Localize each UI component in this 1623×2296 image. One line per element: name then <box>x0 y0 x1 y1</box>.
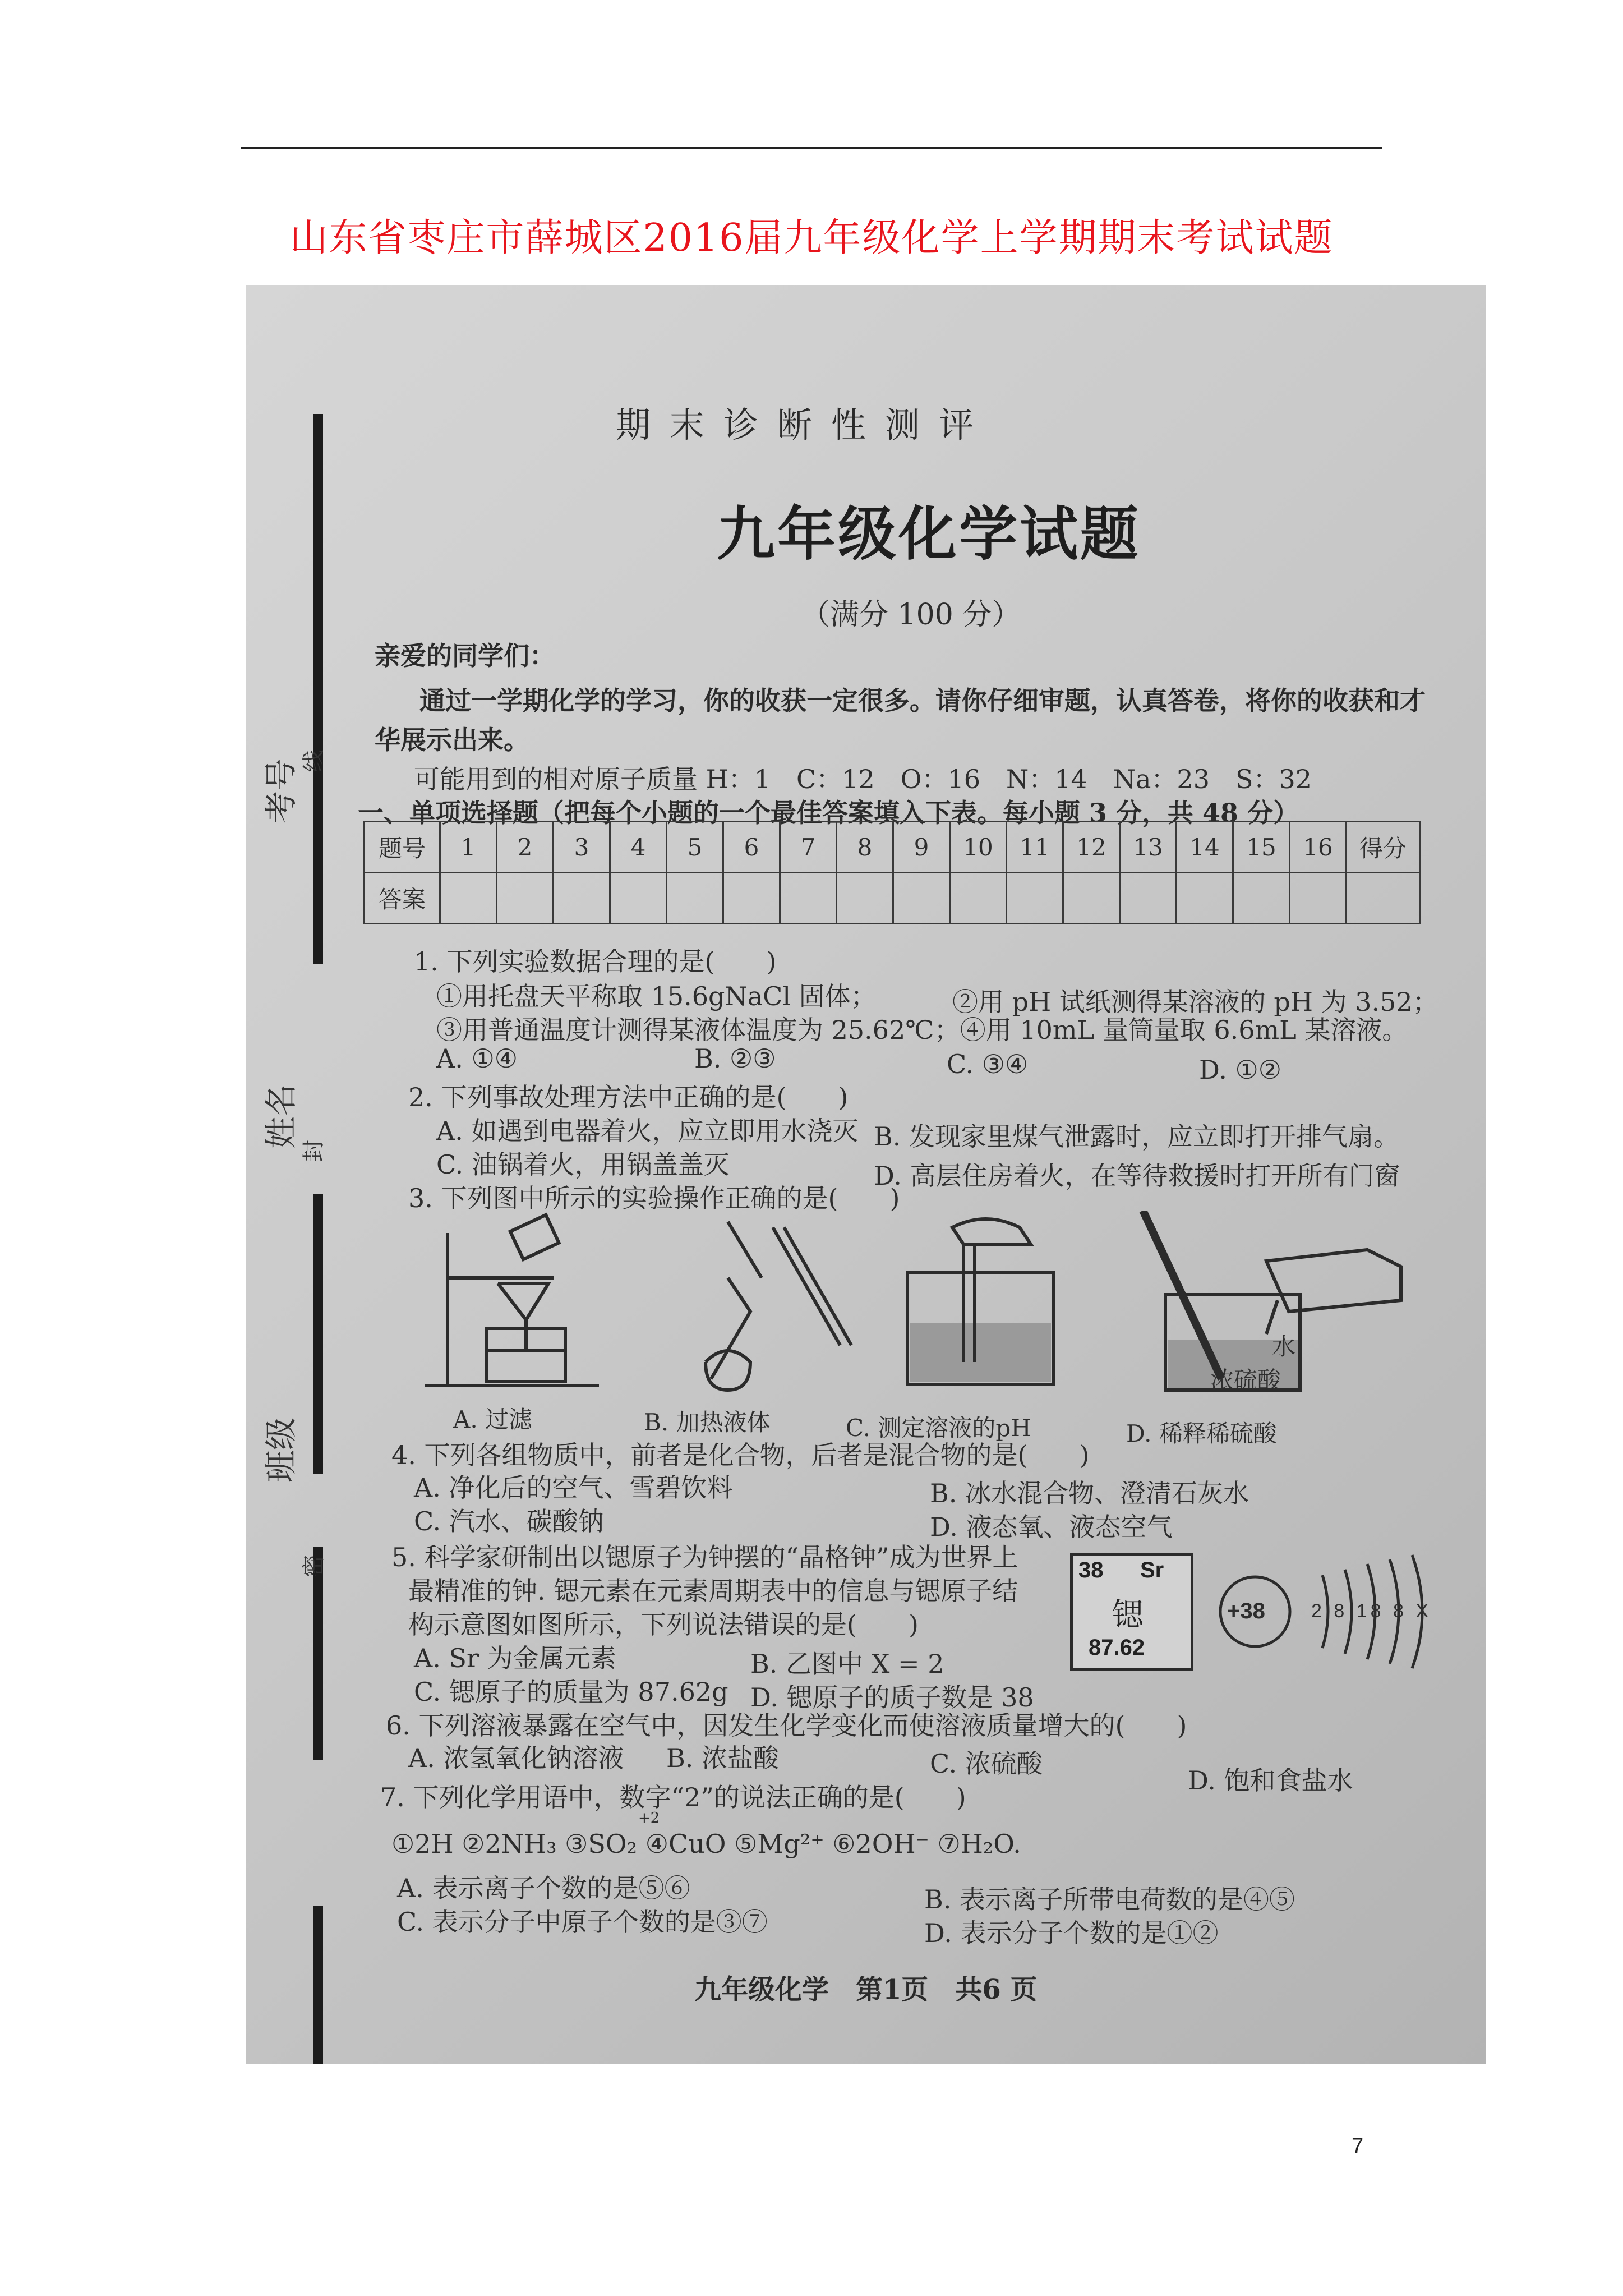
q1-choice-a: A. ①④ <box>436 1043 518 1074</box>
table-cell: 11 <box>1007 822 1063 873</box>
q7-items: ①2H ②2NH₃ ③SO₂ ④CuO ⑤Mg²⁺ ⑥2OH⁻ ⑦H₂O. <box>391 1829 1021 1859</box>
answer-cell[interactable] <box>893 873 950 924</box>
element-mass: 87.62 <box>1089 1635 1145 1660</box>
answer-cell[interactable] <box>554 873 610 924</box>
intro-line-2: 华展示出来。 <box>375 725 529 755</box>
table-row <box>365 873 1420 924</box>
answer-cell[interactable] <box>610 873 667 924</box>
q4-choice-d: D. 液态氧、液态空气 <box>930 1512 1173 1542</box>
intro-line-1: 通过一学期化学的学习，你的收获一定很多。请你仔细审题，认真答卷，将你的收获和才 <box>419 685 1426 716</box>
q7-cuo-mark: +2 <box>638 1810 660 1826</box>
q1-choice-b: B. ②③ <box>694 1043 776 1074</box>
answer-cell[interactable] <box>950 873 1007 924</box>
q1-choice-d: D. ①② <box>1199 1055 1281 1085</box>
answer-cell[interactable] <box>780 873 837 924</box>
q6-choice-b: B. 浓盐酸 <box>666 1743 780 1773</box>
q7-choice-b: B. 表示离子所带电荷数的是④⑤ <box>924 1884 1295 1915</box>
binding-bar <box>313 1547 323 1760</box>
element-symbol: Sr <box>1140 1558 1164 1582</box>
q3-label-c: C. 测定溶液的pH <box>846 1414 1031 1442</box>
table-cell: 3 <box>554 822 610 873</box>
binding-bar <box>313 1906 323 2064</box>
q5-choice-d: D. 锶原子的质子数是 38 <box>750 1682 1034 1713</box>
score-cell[interactable] <box>1347 873 1420 924</box>
binding-xingming: 姓名 <box>262 1083 301 1149</box>
q6-stem: 6. 下列溶液暴露在空气中，因发生化学变化而使溶液质量增大的( ) <box>386 1710 1187 1741</box>
section-1-heading: 一、单项选择题（把每个小题的一个最佳答案填入下表。每小题 3 分，共 48 分） <box>358 798 1299 828</box>
answer-cell[interactable] <box>1120 873 1177 924</box>
q2-choice-b: B. 发现家里煤气泄露时，应立即打开排气扇。 <box>874 1121 1400 1152</box>
table-row <box>365 822 1420 873</box>
binding-bar <box>313 414 323 964</box>
exam-header: 期末诊断性测评 <box>616 404 993 445</box>
table-cell: 6 <box>723 822 780 873</box>
q5-line-2: 最精准的钟. 锶元素在元素周期表中的信息与锶原子结 <box>408 1576 1018 1606</box>
atom-nucleus: +38 <box>1227 1599 1265 1623</box>
q5-choice-b: B. 乙图中 X = 2 <box>750 1649 944 1679</box>
atomic-masses: 可能用到的相对原子质量 H：1 C：12 O：16 N：14 Na：23 S：32 <box>414 764 1312 794</box>
table-cell: 8 <box>837 822 893 873</box>
q1-option-1: ①用托盘天平称取 15.6gNaCl 固体； <box>436 981 877 1011</box>
table-cell: 16 <box>1290 822 1347 873</box>
q1-choice-c: C. ③④ <box>947 1049 1029 1079</box>
q5-line-1: 5. 科学家研制出以锶原子为钟摆的“晶格钟”成为世界上 <box>391 1542 1018 1572</box>
q6-choice-c: C. 浓硫酸 <box>930 1749 1043 1779</box>
answer-cell[interactable] <box>1007 873 1063 924</box>
binding-bar <box>313 1194 323 1474</box>
table-cell: 4 <box>610 822 667 873</box>
document-title: 山东省枣庄市薛城区2016届九年级化学上学期期末考试试题 <box>289 216 1334 260</box>
q5-choice-c: C. 锶原子的质量为 87.62g <box>414 1677 728 1707</box>
filtration-apparatus <box>425 1215 599 1386</box>
element-tile <box>1070 1553 1193 1671</box>
answer-cell[interactable] <box>837 873 893 924</box>
answer-cell[interactable] <box>1233 873 1290 924</box>
greeting: 亲爱的同学们： <box>375 641 555 671</box>
binding-banji: 班级 <box>262 1417 301 1483</box>
table-cell: 答案 <box>365 873 440 924</box>
table-cell: 5 <box>667 822 723 873</box>
page-number: 7 <box>1352 2134 1364 2158</box>
heating-apparatus <box>706 1222 851 1390</box>
q3-apparatus <box>414 1211 1479 1424</box>
q3-label-b: B. 加热液体 <box>644 1409 771 1436</box>
table-cell: 1 <box>440 822 497 873</box>
q2-stem: 2. 下列事故处理方法中正确的是( ) <box>408 1082 849 1112</box>
table-cell: 13 <box>1120 822 1177 873</box>
q4-choice-a: A. 净化后的空气、雪碧饮料 <box>414 1473 733 1503</box>
table-cell: 10 <box>950 822 1007 873</box>
binding-feng: 封 <box>301 1139 327 1162</box>
table-cell: 7 <box>780 822 837 873</box>
q7-choice-d: D. 表示分子个数的是①② <box>924 1918 1219 1948</box>
table-cell: 15 <box>1233 822 1290 873</box>
q1-stem: 1. 下列实验数据合理的是( ) <box>414 946 777 977</box>
q4-stem: 4. 下列各组物质中，前者是化合物，后者是混合物的是( ) <box>391 1440 1090 1470</box>
binding-kaohao: 考号 <box>262 758 301 824</box>
score-note: （满分 100 分） <box>801 598 1021 632</box>
answer-table <box>363 821 1421 924</box>
element-name: 锶 <box>1112 1597 1144 1634</box>
q1-option-2: ②用 pH 试纸测得某溶液的 pH 为 3.52； <box>952 987 1438 1017</box>
binding-mi: 密 <box>301 1554 327 1577</box>
q7-choice-a: A. 表示离子个数的是⑤⑥ <box>397 1873 690 1903</box>
answer-cell[interactable] <box>667 873 723 924</box>
element-number: 38 <box>1078 1558 1104 1582</box>
q7-stem: 7. 下列化学用语中，数字“2”的说法正确的是( ) <box>380 1782 966 1812</box>
binding-xian: 线 <box>301 749 327 772</box>
q3-stem: 3. 下列图中所示的实验操作正确的是( ) <box>408 1183 900 1213</box>
table-cell: 12 <box>1063 822 1120 873</box>
atom-shells: 2 8 18 8 X <box>1311 1600 1432 1622</box>
answer-cell[interactable] <box>1063 873 1120 924</box>
answer-cell[interactable] <box>1290 873 1347 924</box>
table-cell: 2 <box>497 822 554 873</box>
top-rule <box>241 147 1382 149</box>
q4-choice-c: C. 汽水、碳酸钠 <box>414 1506 604 1536</box>
exam-title: 九年级化学试题 <box>717 499 1141 568</box>
q3-water-label: 水 <box>1272 1333 1296 1360</box>
exam-footer: 九年级化学 第1页 共6 页 <box>694 1974 1038 2005</box>
q6-choice-d: D. 饱和食盐水 <box>1188 1765 1353 1796</box>
q2-choice-d: D. 高层住房着火，在等待救援时打开所有门窗 <box>874 1161 1400 1191</box>
q3-label-d: D. 稀释稀硫酸 <box>1126 1420 1277 1447</box>
answer-cell[interactable] <box>440 873 497 924</box>
q5-choice-a: A. Sr 为金属元素 <box>414 1643 616 1673</box>
q7-choice-c: C. 表示分子中原子个数的是③⑦ <box>397 1907 768 1937</box>
q1-option-3: ③用普通温度计测得某液体温度为 25.62℃；④用 10mL 量筒量取 6.6mL 某溶液。 <box>436 1015 1408 1045</box>
table-cell: 得分 <box>1347 822 1420 873</box>
q3-label-a: A. 过滤 <box>453 1406 533 1433</box>
q4-choice-b: B. 冰水混合物、澄清石灰水 <box>930 1478 1249 1508</box>
table-cell: 题号 <box>365 822 440 873</box>
q5-line-3: 构示意图如图所示，下列说法错误的是( ) <box>408 1609 919 1640</box>
answer-cell[interactable] <box>1177 873 1233 924</box>
q2-choice-a: A. 如遇到电器着火，应立即用水浇灭 <box>436 1116 859 1146</box>
ph-test-apparatus <box>907 1219 1053 1384</box>
table-cell: 9 <box>893 822 950 873</box>
q2-choice-c: C. 油锅着火，用锅盖盖灭 <box>436 1149 730 1180</box>
answer-cell[interactable] <box>497 873 554 924</box>
table-cell: 14 <box>1177 822 1233 873</box>
q6-choice-a: A. 浓氢氧化钠溶液 <box>408 1743 624 1773</box>
answer-cell[interactable] <box>723 873 780 924</box>
exam-photo <box>246 285 1486 2064</box>
q3-acid-label: 浓硫酸 <box>1210 1366 1281 1394</box>
